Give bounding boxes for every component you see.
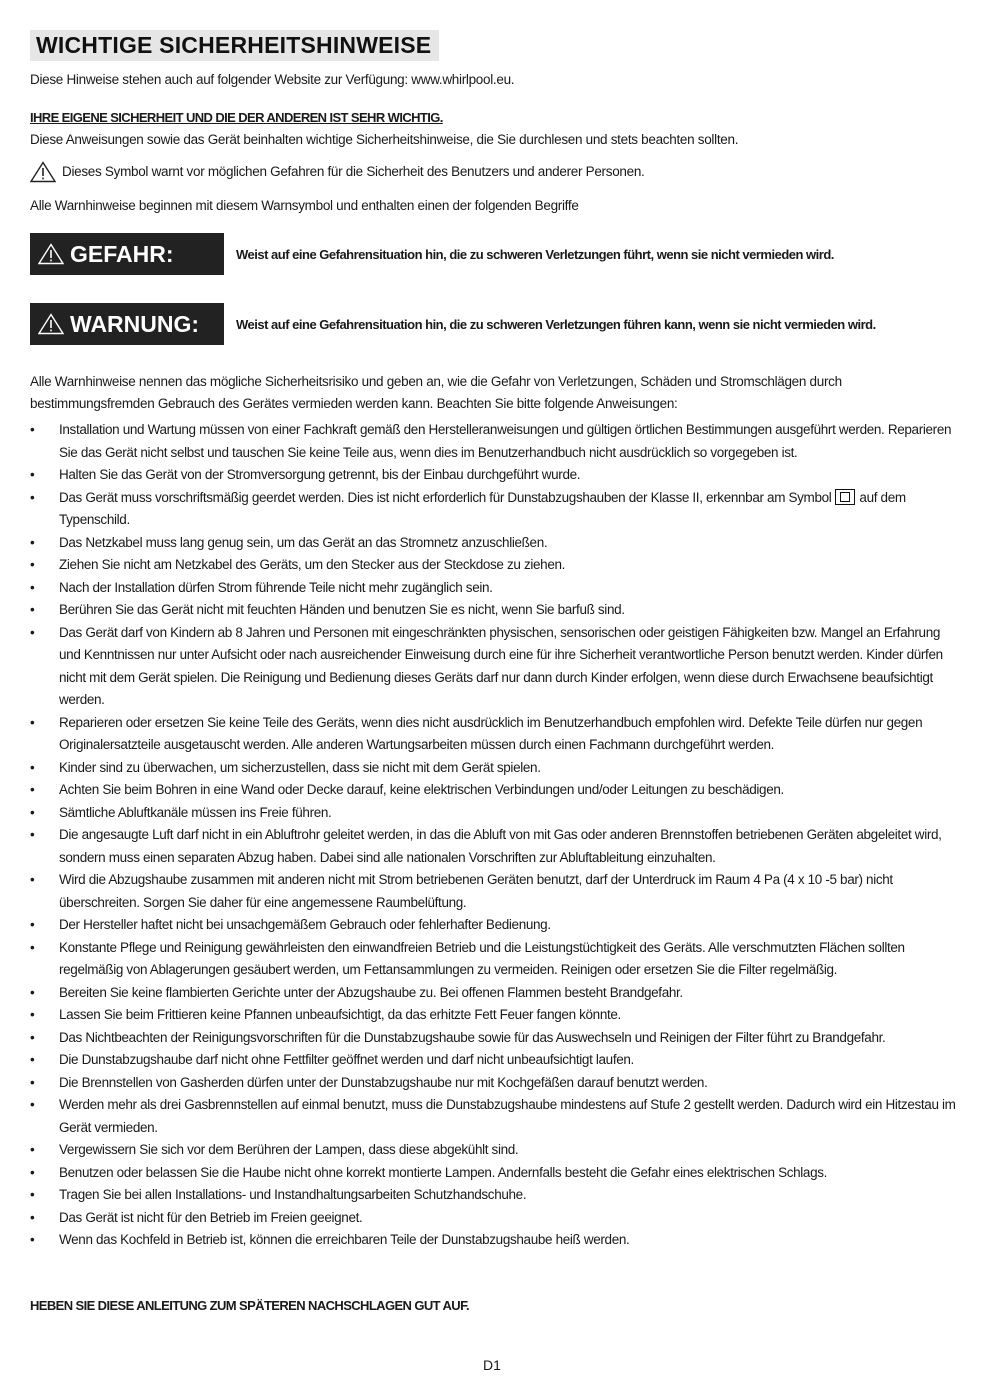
document-page [30, 30, 956, 1252]
list-item: • Das Gerät ist nicht für den Betrieb im Freien geeignet. [30, 1207, 956, 1230]
list-item: • Berühren Sie das Gerät nicht mit feuchten Händen und benutzen Sie es nicht, wenn Sie barfuß sind. [30, 599, 956, 622]
list-item: • Achten Sie beim Bohren in eine Wand oder Decke darauf, keine elektrischen Verbindungen und/oder Leitungen zu beschädigen. [30, 779, 956, 802]
warning-signal-box [30, 303, 224, 345]
symbol-text: Dieses Symbol warnt vor möglichen Gefahren für die Sicherheit des Benutzers und anderer Personen. [62, 164, 645, 179]
list-item: • Reparieren oder ersetzen Sie keine Teile des Geräts, wenn dies nicht ausdrücklich im Benutzerhandbuch empfohlen wird. Defekte Teile dürfen nur gegen Originalersatzteile ausgetauscht werden. Alle anderen Wartungsarbeiten müssen durch einen Fachmann durchgeführt werden. [30, 712, 956, 757]
list-item: • Das Netzkabel muss lang genug sein, um das Gerät an das Stromnetz anzuschließen. [30, 532, 956, 555]
list-item: • Die Dunstabzugshaube darf nicht ohne Fettfilter geöffnet werden und darf nicht unbeaufsichtigt laufen. [30, 1049, 956, 1072]
list-item: • Die Brennstellen von Gasherden dürfen unter der Dunstabzugshaube nur mit Kochgefäßen darauf benutzt werden. [30, 1072, 956, 1095]
warnings-lead-text: Alle Warnhinweise nennen das mögliche Sicherheitsrisiko und geben an, wie die Gefahr von Verletzungen, Schäden und Stromschlägen durch bestimmungsfremden Gebrauch des Gerätes vermieden werden kann. Beachten Sie bitte folgende Anweisungen: [30, 374, 842, 411]
danger-row [30, 233, 956, 275]
list-item: • Installation und Wartung müssen von einer Fachkraft gemäß den Herstelleranweisungen und gültigen örtlichen Bestimmungen ausgeführt werden. Reparieren Sie das Gerät nicht selbst und tauschen Sie keine Teile aus, wenn dies im Benutzerhandbuch nicht ausdrücklich so vorgegeben ist. [30, 419, 956, 464]
list-item: • Die angesaugte Luft darf nicht in ein Abluftrohr geleitet werden, in das die Abluft von mit Gas oder anderen Brennstoffen betriebenen Geräten abgeleitet wird, sondern muss einen separaten Abzug haben. Dabei sind alle nationalen Vorschriften zur Abluftableitung einzuhalten. [30, 824, 956, 869]
symbol-line [30, 161, 956, 183]
list-item: • Werden mehr als drei Gasbrennstellen auf einmal benutzt, muss die Dunstabzugshaube mindestens auf Stufe 2 gestellt werden. Dadurch wird ein Hitzestau im Gerät vermieden. [30, 1094, 956, 1139]
list-item: • Benutzen oder belassen Sie die Haube nicht ohne korrekt montierte Lampen. Andernfalls besteht die Gefahr eines elektrischen Schlags. [30, 1162, 956, 1185]
warning-triangle-icon [38, 313, 64, 335]
safety-subheading: IHRE EIGENE SICHERHEIT UND DIE DER ANDEREN IST SEHR WICHTIG. [30, 110, 443, 125]
class-ii-symbol-icon [835, 489, 855, 505]
list-item: • Kinder sind zu überwachen, um sicherzustellen, dass sie nicht mit dem Gerät spielen. [30, 757, 956, 780]
list-item: • Konstante Pflege und Reinigung gewährleisten den einwandfreien Betrieb und die Leistungstüchtigkeit des Geräts. Alle verschmutzten Flächen sollten regelmäßig von Ablagerungen gesäubert werden, um Fettansammlungen zu vermeiden. Reinigen oder ersetzen Sie die Filter regelmäßig. [30, 937, 956, 982]
instructions-text: Diese Anweisungen sowie das Gerät beinhalten wichtige Sicherheitshinweise, die Sie durchlesen und stets beachten sollten. [30, 132, 739, 147]
warning-text: Weist auf eine Gefahrensituation hin, die zu schweren Verletzungen führen kann, wenn sie nicht vermieden wird. [236, 316, 876, 332]
page-title: WICHTIGE SICHERHEITSHINWEISE [30, 30, 439, 61]
list-item-suffix: auf dem Typenschild. [59, 489, 906, 527]
list-item: • Tragen Sie bei allen Installations- und Instandhaltungsarbeiten Schutzhandschuhe. [30, 1184, 956, 1207]
list-item: • Nach der Installation dürfen Strom führende Teile nicht mehr zugänglich sein. [30, 577, 956, 600]
danger-label: GEFAHR: [70, 240, 174, 267]
danger-text: Weist auf eine Gefahrensituation hin, die zu schweren Verletzungen führt, wenn sie nicht vermieden wird. [236, 246, 834, 262]
list-item: • Das Nichtbeachten der Reinigungsvorschriften für die Dunstabzugshaube sowie für das Auswechseln und Reinigen der Filter führt zu Brandgefahr. [30, 1027, 956, 1050]
list-item: • Vergewissern Sie sich vor dem Berühren der Lampen, dass diese abgekühlt sind. [30, 1139, 956, 1162]
list-item: • Lassen Sie beim Frittieren keine Pfannen unbeaufsichtigt, da das erhitzte Fett Feuer fangen könnte. [30, 1004, 956, 1027]
safety-instructions-list [30, 419, 956, 1252]
warning-label: WARNUNG: [70, 310, 200, 337]
list-item: • Wird die Abzugshaube zusammen mit anderen nicht mit Strom betriebenen Geräten benutzt, darf der Unterdruck im Raum 4 Pa (4 x 10 -5 bar) nicht überschreiten. Sorgen Sie daher für eine angemessene Raumbelüftung. [30, 869, 956, 914]
warning-triangle-icon [38, 243, 64, 265]
list-item: • Bereiten Sie keine flambierten Gerichte unter der Abzugshaube zu. Bei offenen Flammen besteht Brandgefahr. [30, 982, 956, 1005]
intro-text: Diese Hinweise stehen auch auf folgender Website zur Verfügung: www.whirlpool.eu. [30, 72, 515, 87]
danger-signal-box [30, 233, 224, 275]
list-item: • Der Hersteller haftet nicht bei unsachgemäßem Gebrauch oder fehlerhafter Bedienung. [30, 914, 956, 937]
list-item: • Halten Sie das Gerät von der Stromversorgung getrennt, bis der Einbau durchgeführt wurde. [30, 464, 956, 487]
all-begin-text: Alle Warnhinweise beginnen mit diesem Warnsymbol und enthalten einen der folgenden Begriffe [30, 198, 579, 213]
list-item-text: Das Gerät muss vorschriftsmäßig geerdet werden. Dies ist nicht erforderlich für Dunstabzugshauben der Klasse II, erkennbar am Symbol [59, 489, 832, 505]
list-item: • Wenn das Kochfeld in Betrieb ist, können die erreichbaren Teile der Dunstabzugshaube heiß werden. [30, 1229, 956, 1252]
keep-instructions-note: HEBEN SIE DIESE ANLEITUNG ZUM SPÄTEREN NACHSCHLAGEN GUT AUF. [30, 1298, 470, 1313]
warning-row [30, 303, 956, 345]
list-item: • Das Gerät darf von Kindern ab 8 Jahren und Personen mit eingeschränkten physischen, sensorischen oder geistigen Fähigkeiten bzw. Mangel an Erfahrung und Kenntnissen nur unter Aufsicht oder nach ausreichender Einweisung durch eine für ihre Sicherheit verantwortliche Person benutzt werden. Kinder dürfen nicht mit dem Gerät spielen. Die Reinigung und Bedienung dieses Geräts darf nur dann durch Kinder erfolgen, wenn diese durch Erwachsene beaufsichtigt werden. [30, 622, 956, 712]
list-item: • Sämtliche Abluftkanäle müssen ins Freie führen. [30, 802, 956, 825]
list-item [30, 487, 956, 532]
warning-triangle-icon [30, 161, 56, 183]
page-number: D1 [483, 1357, 501, 1373]
list-item: • Ziehen Sie nicht am Netzkabel des Geräts, um den Stecker aus der Steckdose zu ziehen. [30, 554, 956, 577]
